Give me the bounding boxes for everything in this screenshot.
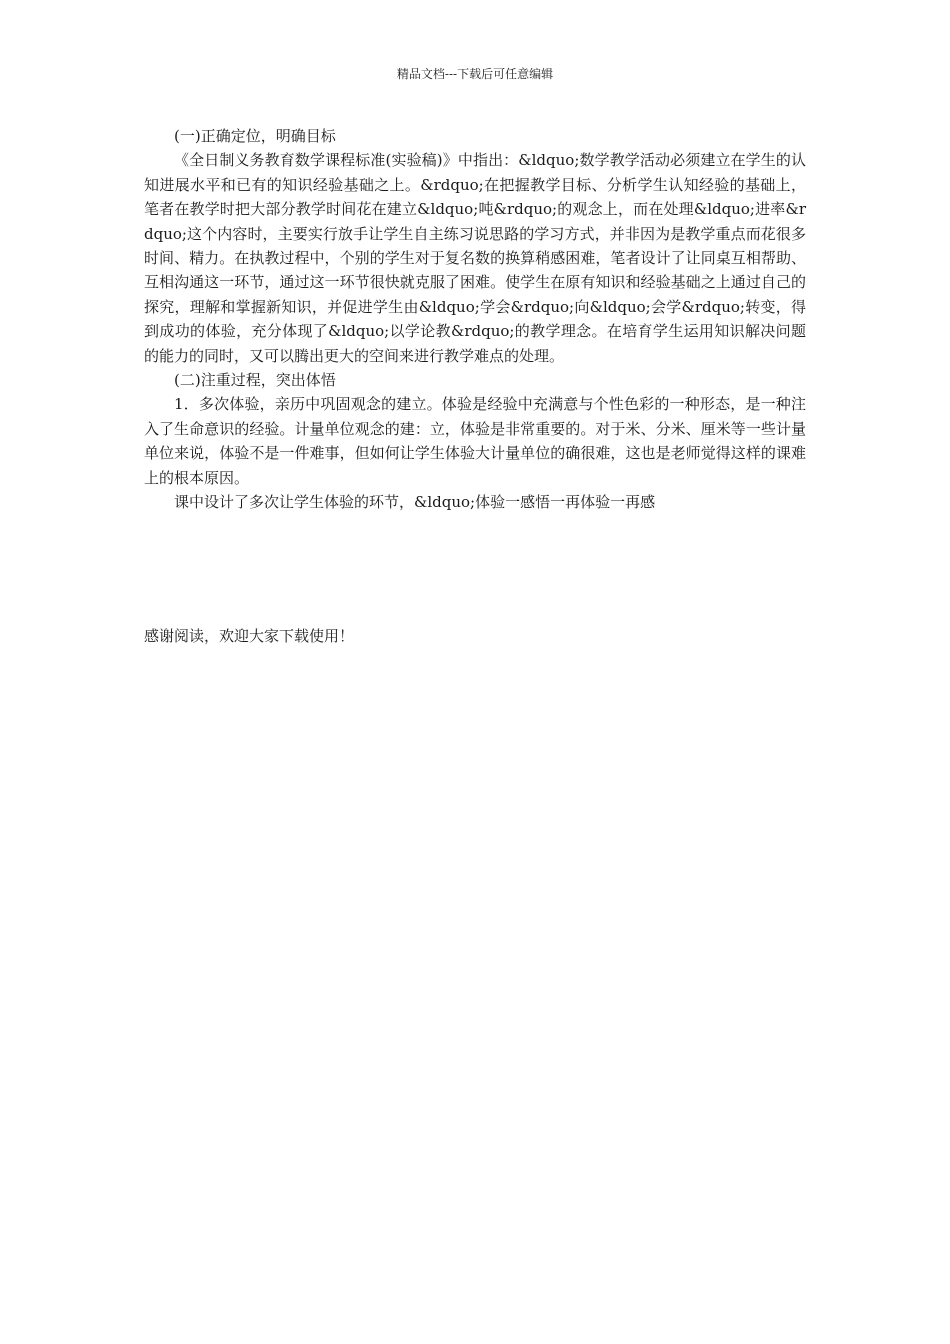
section-2-heading: (二)注重过程，突出体悟 — [174, 371, 336, 390]
section-2-paragraph-1: 1．多次体验，亲历中巩固观念的建立。体验是经验中充满意与个性色彩的一种形态，是一种注入了生命意识的经验。计量单位观念的建：立，体验是非常重要的。对于米、分米、厘米等一些计量单位来说，体验不是一件难事，但如何让学生体验大计量单位的确很难，这也是老师觉得这样的课难上的根本原因。 — [144, 395, 806, 487]
section-1-heading: (一)正确定位，明确目标 — [174, 127, 336, 145]
section-2-paragraph-2: 课中设计了多次让学生体验的环节，&ldquo;体验一感悟一再体验一再感 — [174, 493, 656, 512]
closing-note: 感谢阅读，欢迎大家下载使用！ — [144, 627, 355, 645]
document-body — [144, 124, 806, 515]
section-1-paragraph: 《全日制义务教育数学课程标准(实验稿)》中指出：&ldquo;数学教学活动必须建立在学生的认知进展水平和已有的知识经验基础之上。&rdquo;在把握教学目标、分析学生认知经验的基础上，笔者在教学时把大部分教学时间花在建立&ldquo;吨&rdquo;的观念上，而在处理&ldquo;进率&rdquo;这个内容时，主要实行放手让学生自主练习说思路的学习方式，并非因为是教学重点而花很多时间、精力。在执教过程中，个别的学生对于复名数的换算稍感困难，笔者设计了让同桌互相帮助、互相沟通这一环节，通过这一环节很快就克服了困难。使学生在原有知识和经验基础之上通过自己的探究，理解和掌握新知识，并促进学生由&ldquo;学会&rdquo;向&ldquo;会学&rdquo;转变，得到成功的体验，充分体现了&ldquo;以学论教&rdquo;的教学理念。在培育学生运用知识解决问题的能力的同时，又可以腾出更大的空间来进行教学难点的处理。 — [144, 151, 806, 365]
page-header: 精品文档---下载后可任意编辑 — [396, 67, 554, 81]
